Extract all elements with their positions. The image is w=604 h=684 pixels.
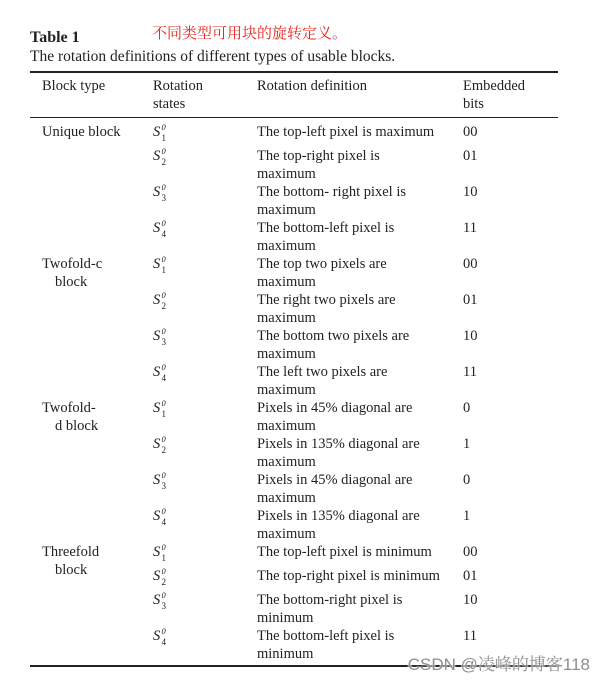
state-subscript: 4: [161, 228, 166, 239]
rotation-definition-text: minimum: [257, 645, 314, 662]
table-row: [0, 588, 604, 624]
state-superscript: 0: [161, 398, 166, 408]
rotation-definition-text: The bottom two pixels are: [257, 328, 410, 344]
embedded-bits-cell: [463, 592, 478, 610]
state-symbol-base: S: [153, 292, 161, 308]
rotation-state-cell: [153, 288, 175, 312]
rotation-state-cell: [153, 432, 175, 456]
rotation-definition-cell: [257, 592, 402, 627]
rotation-definition-cell: [257, 400, 412, 435]
rotation-definition-cell: [257, 508, 420, 543]
rotation-state-symbol: [153, 180, 175, 204]
rotation-definition-cell: [257, 364, 387, 399]
embedded-bits-value: 11: [463, 364, 477, 380]
embedded-bits-cell: [463, 184, 478, 202]
state-symbol-base: S: [153, 472, 161, 488]
watermark: CSDN @凌峰的博客118: [407, 655, 590, 674]
state-symbol-base: S: [153, 364, 161, 380]
embedded-bits-cell: [463, 544, 478, 562]
state-subscript: 2: [161, 444, 166, 455]
table-caption: The rotation definitions of different types of usable blocks.: [30, 48, 396, 65]
rotation-definition-cell: [257, 568, 440, 586]
rotation-definition-text: The top-right pixel is minimum: [257, 568, 440, 584]
block-type-label: block: [55, 561, 88, 578]
block-type-cell: [42, 124, 121, 142]
state-subscript: 3: [161, 192, 166, 203]
embedded-bits-value: 0: [463, 472, 471, 488]
rotation-state-symbol: [153, 360, 175, 384]
rotation-state-symbol: [153, 468, 175, 492]
rotation-definition-cell: [257, 628, 394, 663]
header-rule: [30, 117, 558, 118]
table-row: [0, 180, 604, 216]
state-symbol-base: S: [153, 256, 161, 272]
header-embedded-bits-label: bits: [463, 95, 484, 112]
table-row: [0, 120, 604, 144]
rotation-state-symbol: [153, 324, 175, 348]
state-superscript: 0: [161, 506, 166, 516]
state-symbol-base: S: [153, 124, 161, 140]
rotation-definition-text: maximum: [257, 237, 316, 254]
state-subscript: 3: [161, 480, 166, 491]
rotation-state-symbol: [153, 396, 175, 420]
embedded-bits-value: 10: [463, 592, 478, 608]
state-symbol-base: S: [153, 220, 161, 236]
embedded-bits-value: 00: [463, 124, 478, 140]
block-type-label: d block: [55, 417, 99, 434]
state-subscript: 3: [161, 336, 166, 347]
rotation-definition-text: maximum: [257, 345, 316, 362]
state-symbol-base: S: [153, 628, 161, 644]
embedded-bits-value: 1: [463, 436, 471, 452]
header-rotation-states-label: states: [153, 95, 186, 112]
header-rotation-states: [153, 78, 203, 113]
block-type-label: Twofold-: [42, 400, 96, 416]
header-block-type-label: Block type: [42, 78, 106, 94]
state-subscript: 1: [161, 132, 166, 143]
embedded-bits-value: 01: [463, 568, 478, 584]
rotation-state-cell: [153, 540, 175, 564]
rotation-state-cell: [153, 588, 175, 612]
rotation-definition-text: The bottom-left pixel is: [257, 220, 395, 236]
rotation-state-symbol: [153, 624, 175, 648]
rotation-state-cell: [153, 468, 175, 492]
rotation-definition-text: The bottom-left pixel is: [257, 628, 395, 644]
table-row: [0, 144, 604, 180]
state-superscript: 0: [161, 542, 166, 552]
rotation-state-symbol: [153, 432, 175, 456]
rotation-definition-text: The left two pixels are: [257, 364, 388, 380]
state-subscript: 4: [161, 372, 166, 383]
rotation-definition-text: The top-right pixel is: [257, 148, 380, 164]
table-label: Table 1: [30, 29, 80, 46]
rotation-definition-text: The top two pixels are: [257, 256, 387, 272]
rotation-definition-cell: [257, 436, 420, 471]
embedded-bits-cell: [463, 292, 478, 310]
state-symbol-base: S: [153, 544, 161, 560]
table-annotation: 不同类型可用块的旋转定义。: [152, 24, 348, 42]
table-row: [0, 324, 604, 360]
rotation-state-symbol: [153, 216, 175, 240]
state-subscript: 4: [161, 516, 166, 527]
table-row: [0, 432, 604, 468]
embedded-bits-cell: [463, 436, 470, 454]
state-superscript: 0: [161, 218, 166, 228]
embedded-bits-cell: [463, 568, 478, 586]
rotation-definition-cell: [257, 256, 387, 291]
rotation-definition-text: maximum: [257, 165, 316, 182]
embedded-bits-cell: [463, 472, 470, 490]
state-symbol-base: S: [153, 184, 161, 200]
embedded-bits-value: 00: [463, 256, 478, 272]
embedded-bits-value: 0: [463, 400, 471, 416]
embedded-bits-cell: [463, 628, 477, 646]
state-superscript: 0: [161, 326, 166, 336]
embedded-bits-value: 11: [463, 220, 477, 236]
table-row: [0, 468, 604, 504]
state-superscript: 0: [161, 122, 166, 132]
state-superscript: 0: [161, 290, 166, 300]
embedded-bits-value: 11: [463, 628, 477, 644]
table-row: [0, 252, 604, 288]
rotation-definition-cell: [257, 328, 409, 363]
header-embedded-bits: [463, 78, 525, 113]
state-superscript: 0: [161, 254, 166, 264]
state-symbol-base: S: [153, 592, 161, 608]
rotation-definition-text: Pixels in 135% diagonal are: [257, 508, 420, 524]
embedded-bits-value: 00: [463, 544, 478, 560]
rotation-state-cell: [153, 504, 175, 528]
rotation-definition-text: maximum: [257, 489, 316, 506]
rotation-definition-text: maximum: [257, 273, 316, 290]
rotation-state-symbol: [153, 504, 175, 528]
state-symbol-base: S: [153, 400, 161, 416]
rotation-definition-text: maximum: [257, 381, 316, 398]
table-row: [0, 396, 604, 432]
state-subscript: 2: [161, 300, 166, 311]
state-superscript: 0: [161, 146, 166, 156]
rotation-definition-text: maximum: [257, 453, 316, 470]
embedded-bits-cell: [463, 256, 478, 274]
embedded-bits-cell: [463, 328, 478, 346]
rotation-definition-cell: [257, 220, 394, 255]
rotation-state-cell: [153, 360, 175, 384]
rotation-definition-cell: [257, 472, 412, 507]
state-subscript: 4: [161, 636, 166, 647]
rotation-state-cell: [153, 396, 175, 420]
rotation-state-cell: [153, 252, 175, 276]
state-subscript: 1: [161, 552, 166, 563]
table-row: [0, 561, 604, 588]
table-row: [0, 216, 604, 252]
header-rotation-definition: [257, 78, 367, 96]
state-symbol-base: S: [153, 508, 161, 524]
state-symbol-base: S: [153, 568, 161, 584]
rotation-definition-text: Pixels in 45% diagonal are: [257, 472, 413, 488]
rotation-state-symbol: [153, 288, 175, 312]
embedded-bits-value: 01: [463, 292, 478, 308]
rotation-definition-text: maximum: [257, 201, 316, 218]
rotation-definition-text: Pixels in 45% diagonal are: [257, 400, 413, 416]
state-superscript: 0: [161, 566, 166, 576]
rotation-definition-text: The bottom-right pixel is: [257, 592, 403, 608]
embedded-bits-cell: [463, 508, 470, 526]
state-superscript: 0: [161, 626, 166, 636]
rotation-definition-text: maximum: [257, 525, 316, 542]
state-superscript: 0: [161, 362, 166, 372]
rotation-definition-text: The bottom- right pixel is: [257, 184, 407, 200]
embedded-bits-value: 10: [463, 184, 478, 200]
table-row: [0, 504, 604, 540]
rotation-definition-text: maximum: [257, 417, 316, 434]
embedded-bits-cell: [463, 148, 478, 166]
rotation-state-cell: [153, 324, 175, 348]
table-row: [0, 360, 604, 396]
rotation-state-symbol: [153, 540, 175, 564]
header-block-type: [42, 78, 105, 96]
block-type-label: Threefold: [42, 544, 100, 560]
embedded-bits-value: 1: [463, 508, 471, 524]
rotation-state-cell: [153, 564, 175, 588]
rotation-state-symbol: [153, 564, 175, 588]
rotation-state-symbol: [153, 120, 175, 144]
rotation-definition-cell: [257, 184, 406, 219]
state-subscript: 2: [161, 576, 166, 587]
header-embedded-bits-label: Embedded: [463, 78, 526, 94]
state-subscript: 1: [161, 408, 166, 419]
rotation-state-cell: [153, 144, 175, 168]
state-subscript: 1: [161, 264, 166, 275]
state-symbol-base: S: [153, 148, 161, 164]
top-rule: [30, 71, 558, 73]
rotation-definition-text: minimum: [257, 609, 314, 626]
rotation-definition-cell: [257, 544, 432, 562]
embedded-bits-value: 10: [463, 328, 478, 344]
rotation-definition-text: maximum: [257, 309, 316, 326]
header-rotation-states-label: Rotation: [153, 78, 203, 94]
table-body: [0, 120, 604, 660]
rotation-state-symbol: [153, 144, 175, 168]
block-type-label: Unique block: [42, 124, 121, 140]
table-row: [0, 288, 604, 324]
state-superscript: 0: [161, 470, 166, 480]
rotation-definition-text: The right two pixels are: [257, 292, 396, 308]
rotation-state-symbol: [153, 588, 175, 612]
state-symbol-base: S: [153, 436, 161, 452]
rotation-definition-cell: [257, 124, 434, 142]
rotation-definition-text: The top-left pixel is maximum: [257, 124, 435, 140]
embedded-bits-value: 01: [463, 148, 478, 164]
block-type-cell: [42, 400, 98, 435]
block-type-label: Twofold-c: [42, 256, 103, 272]
rotation-definition-text: Pixels in 135% diagonal are: [257, 436, 420, 452]
rotation-state-symbol: [153, 252, 175, 276]
block-type-cell: [42, 256, 102, 291]
embedded-bits-cell: [463, 124, 478, 142]
rotation-definition-cell: [257, 148, 380, 183]
embedded-bits-cell: [463, 220, 477, 238]
rotation-state-cell: [153, 216, 175, 240]
embedded-bits-cell: [463, 364, 477, 382]
state-symbol-base: S: [153, 328, 161, 344]
state-superscript: 0: [161, 590, 166, 600]
rotation-definition-cell: [257, 292, 396, 327]
state-superscript: 0: [161, 434, 166, 444]
rotation-state-cell: [153, 120, 175, 144]
rotation-definition-text: The top-left pixel is minimum: [257, 544, 432, 560]
embedded-bits-cell: [463, 400, 470, 418]
block-type-label: block: [55, 273, 88, 290]
rotation-state-cell: [153, 624, 175, 648]
state-subscript: 3: [161, 600, 166, 611]
state-subscript: 2: [161, 156, 166, 167]
header-rotation-definition-label: Rotation definition: [257, 78, 367, 94]
rotation-state-cell: [153, 180, 175, 204]
state-superscript: 0: [161, 182, 166, 192]
